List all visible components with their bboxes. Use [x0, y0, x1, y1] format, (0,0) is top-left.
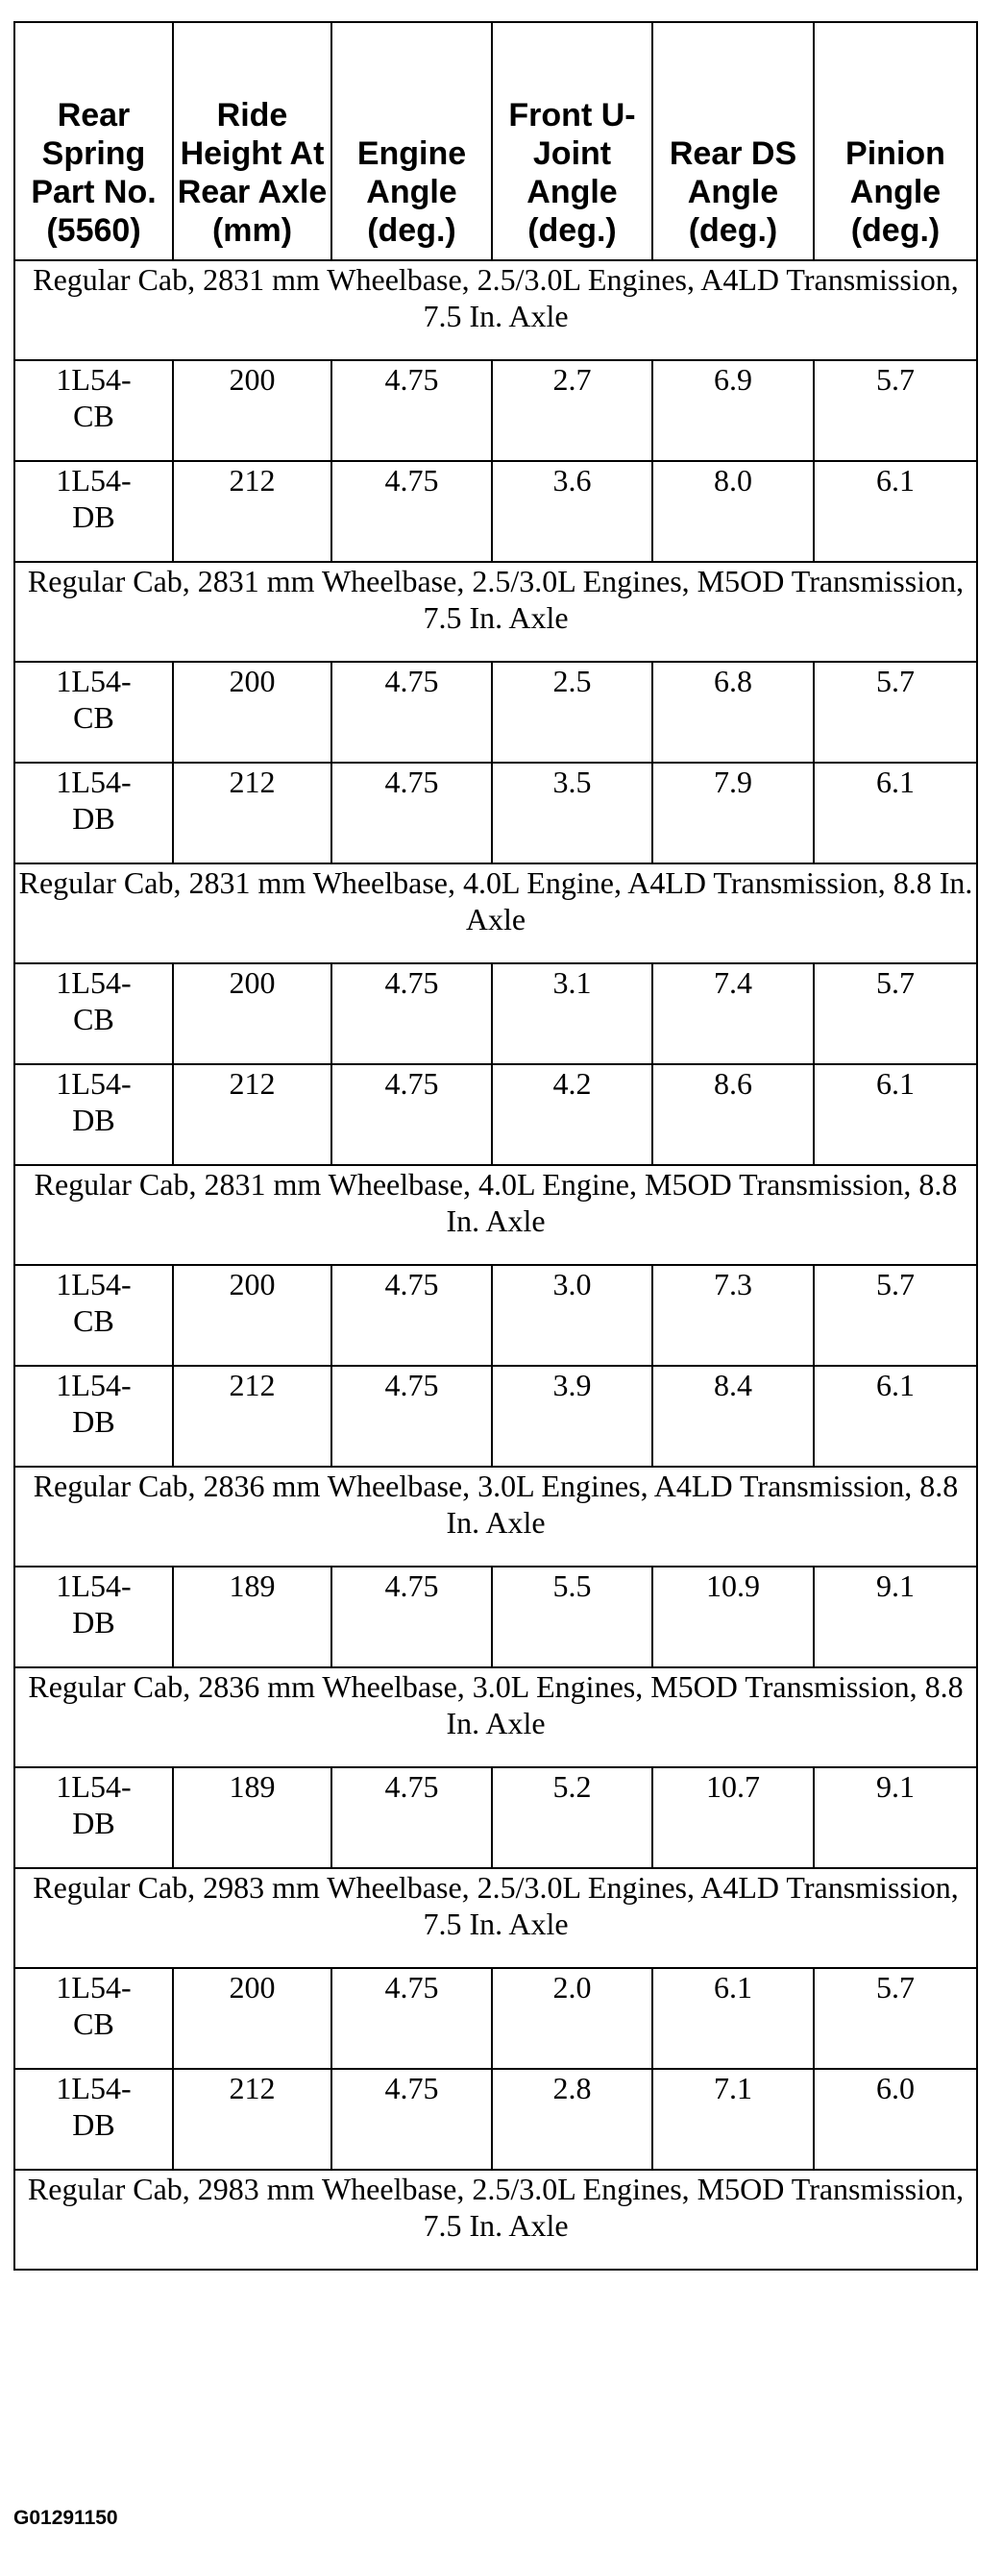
table-row [14, 461, 977, 562]
part-no-cell: 1L54- CB [14, 360, 173, 461]
config-group-row [14, 1667, 977, 1767]
front-u-joint-angle-cell: 3.5 [492, 763, 652, 863]
front-u-joint-angle-cell: 2.0 [492, 1968, 652, 2069]
engine-angle-cell: 4.75 [331, 1265, 492, 1366]
engine-angle-cell: 4.75 [331, 2069, 492, 2170]
config-group-row [14, 1868, 977, 1968]
pinion-angle-cell: 6.1 [814, 1064, 977, 1165]
table-row [14, 662, 977, 763]
ride-height-cell: 200 [173, 360, 331, 461]
part-no-cell: 1L54- DB [14, 2069, 173, 2170]
column-header-rear-ds-angle: Rear DS Angle (deg.) [652, 22, 814, 260]
pinion-angle-cell: 5.7 [814, 963, 977, 1064]
config-group-row [14, 260, 977, 360]
pinion-angle-cell: 6.1 [814, 461, 977, 562]
part-no-cell: 1L54- CB [14, 963, 173, 1064]
front-u-joint-angle-cell: 3.6 [492, 461, 652, 562]
front-u-joint-angle-cell: 2.7 [492, 360, 652, 461]
part-no-cell: 1L54- DB [14, 1567, 173, 1667]
rear-ds-angle-cell: 7.1 [652, 2069, 814, 2170]
part-no-cell: 1L54- CB [14, 1265, 173, 1366]
config-group-title: Regular Cab, 2831 mm Wheelbase, 2.5/3.0L Engines, M5OD Transmission, 7.5 In. Axle [14, 562, 977, 662]
ride-height-cell: 212 [173, 763, 331, 863]
table-row [14, 2069, 977, 2170]
column-header-engine-angle: Engine Angle (deg.) [331, 22, 492, 260]
config-group-title: Regular Cab, 2836 mm Wheelbase, 3.0L Engines, M5OD Transmission, 8.8 In. Axle [14, 1667, 977, 1767]
part-no-cell: 1L54- DB [14, 1767, 173, 1868]
header-row [14, 22, 977, 260]
engine-angle-cell: 4.75 [331, 1064, 492, 1165]
part-no-cell: 1L54- DB [14, 461, 173, 562]
pinion-angle-cell: 9.1 [814, 1767, 977, 1868]
engine-angle-cell: 4.75 [331, 1366, 492, 1467]
rear-ds-angle-cell: 10.7 [652, 1767, 814, 1868]
engine-angle-cell: 4.75 [331, 1968, 492, 2069]
pinion-angle-cell: 5.7 [814, 360, 977, 461]
part-no-cell: 1L54- CB [14, 662, 173, 763]
table-row [14, 1064, 977, 1165]
table-row [14, 1567, 977, 1667]
front-u-joint-angle-cell: 5.5 [492, 1567, 652, 1667]
ride-height-cell: 200 [173, 1968, 331, 2069]
pinion-angle-cell: 6.1 [814, 763, 977, 863]
engine-angle-cell: 4.75 [331, 461, 492, 562]
rear-ds-angle-cell: 6.9 [652, 360, 814, 461]
ride-height-cell: 189 [173, 1567, 331, 1667]
column-header-front-u-joint-angle: Front U-Joint Angle (deg.) [492, 22, 652, 260]
rear-ds-angle-cell: 7.3 [652, 1265, 814, 1366]
column-header-pinion-angle: Pinion Angle (deg.) [814, 22, 977, 260]
part-no-cell: 1L54- CB [14, 1968, 173, 2069]
ride-height-cell: 212 [173, 461, 331, 562]
rear-ds-angle-cell: 6.1 [652, 1968, 814, 2069]
table-row [14, 360, 977, 461]
pinion-angle-cell: 5.7 [814, 1968, 977, 2069]
front-u-joint-angle-cell: 3.1 [492, 963, 652, 1064]
engine-angle-cell: 4.75 [331, 360, 492, 461]
table-row [14, 963, 977, 1064]
ride-height-cell: 212 [173, 2069, 331, 2170]
engine-angle-cell: 4.75 [331, 963, 492, 1064]
config-group-row [14, 1165, 977, 1265]
front-u-joint-angle-cell: 3.0 [492, 1265, 652, 1366]
rear-ds-angle-cell: 8.6 [652, 1064, 814, 1165]
part-no-cell: 1L54- DB [14, 1366, 173, 1467]
ride-height-cell: 212 [173, 1064, 331, 1165]
config-group-title: Regular Cab, 2831 mm Wheelbase, 2.5/3.0L Engines, A4LD Transmission, 7.5 In. Axle [14, 260, 977, 360]
config-group-title: Regular Cab, 2831 mm Wheelbase, 4.0L Engine, M5OD Transmission, 8.8 In. Axle [14, 1165, 977, 1265]
rear-ds-angle-cell: 8.4 [652, 1366, 814, 1467]
config-group-row [14, 1467, 977, 1567]
column-header-rear-spring-part-no: Rear Spring Part No. (5560) [14, 22, 173, 260]
config-group-row [14, 863, 977, 963]
pinion-angle-cell: 6.1 [814, 1366, 977, 1467]
part-no-cell: 1L54- DB [14, 763, 173, 863]
figure-id: G01291150 [13, 2507, 118, 2529]
ride-height-cell: 189 [173, 1767, 331, 1868]
config-group-title: Regular Cab, 2983 mm Wheelbase, 2.5/3.0L Engines, A4LD Transmission, 7.5 In. Axle [14, 1868, 977, 1968]
rear-ds-angle-cell: 7.9 [652, 763, 814, 863]
front-u-joint-angle-cell: 3.9 [492, 1366, 652, 1467]
engine-angle-cell: 4.75 [331, 1767, 492, 1868]
config-group-title: Regular Cab, 2836 mm Wheelbase, 3.0L Engines, A4LD Transmission, 8.8 In. Axle [14, 1467, 977, 1567]
front-u-joint-angle-cell: 5.2 [492, 1767, 652, 1868]
config-group-row [14, 562, 977, 662]
pinion-angle-cell: 6.0 [814, 2069, 977, 2170]
ride-height-cell: 200 [173, 963, 331, 1064]
pinion-angle-cell: 5.7 [814, 1265, 977, 1366]
pinion-angle-cell: 9.1 [814, 1567, 977, 1667]
front-u-joint-angle-cell: 2.8 [492, 2069, 652, 2170]
engine-angle-cell: 4.75 [331, 763, 492, 863]
ride-height-cell: 200 [173, 662, 331, 763]
front-u-joint-angle-cell: 2.5 [492, 662, 652, 763]
engine-angle-cell: 4.75 [331, 662, 492, 763]
table-row [14, 1366, 977, 1467]
driveshaft-angle-spec-table [13, 21, 978, 2271]
ride-height-cell: 212 [173, 1366, 331, 1467]
ride-height-cell: 200 [173, 1265, 331, 1366]
rear-ds-angle-cell: 7.4 [652, 963, 814, 1064]
rear-ds-angle-cell: 8.0 [652, 461, 814, 562]
table-row [14, 1968, 977, 2069]
engine-angle-cell: 4.75 [331, 1567, 492, 1667]
config-group-title: Regular Cab, 2831 mm Wheelbase, 4.0L Engine, A4LD Transmission, 8.8 In. Axle [14, 863, 977, 963]
config-group-row [14, 2170, 977, 2270]
config-group-title: Regular Cab, 2983 mm Wheelbase, 2.5/3.0L Engines, M5OD Transmission, 7.5 In. Axle [14, 2170, 977, 2270]
column-header-ride-height: Ride Height At Rear Axle (mm) [173, 22, 331, 260]
table-row [14, 1767, 977, 1868]
table-row [14, 763, 977, 863]
front-u-joint-angle-cell: 4.2 [492, 1064, 652, 1165]
table-body [14, 260, 977, 2270]
part-no-cell: 1L54- DB [14, 1064, 173, 1165]
rear-ds-angle-cell: 10.9 [652, 1567, 814, 1667]
rear-ds-angle-cell: 6.8 [652, 662, 814, 763]
table-row [14, 1265, 977, 1366]
pinion-angle-cell: 5.7 [814, 662, 977, 763]
